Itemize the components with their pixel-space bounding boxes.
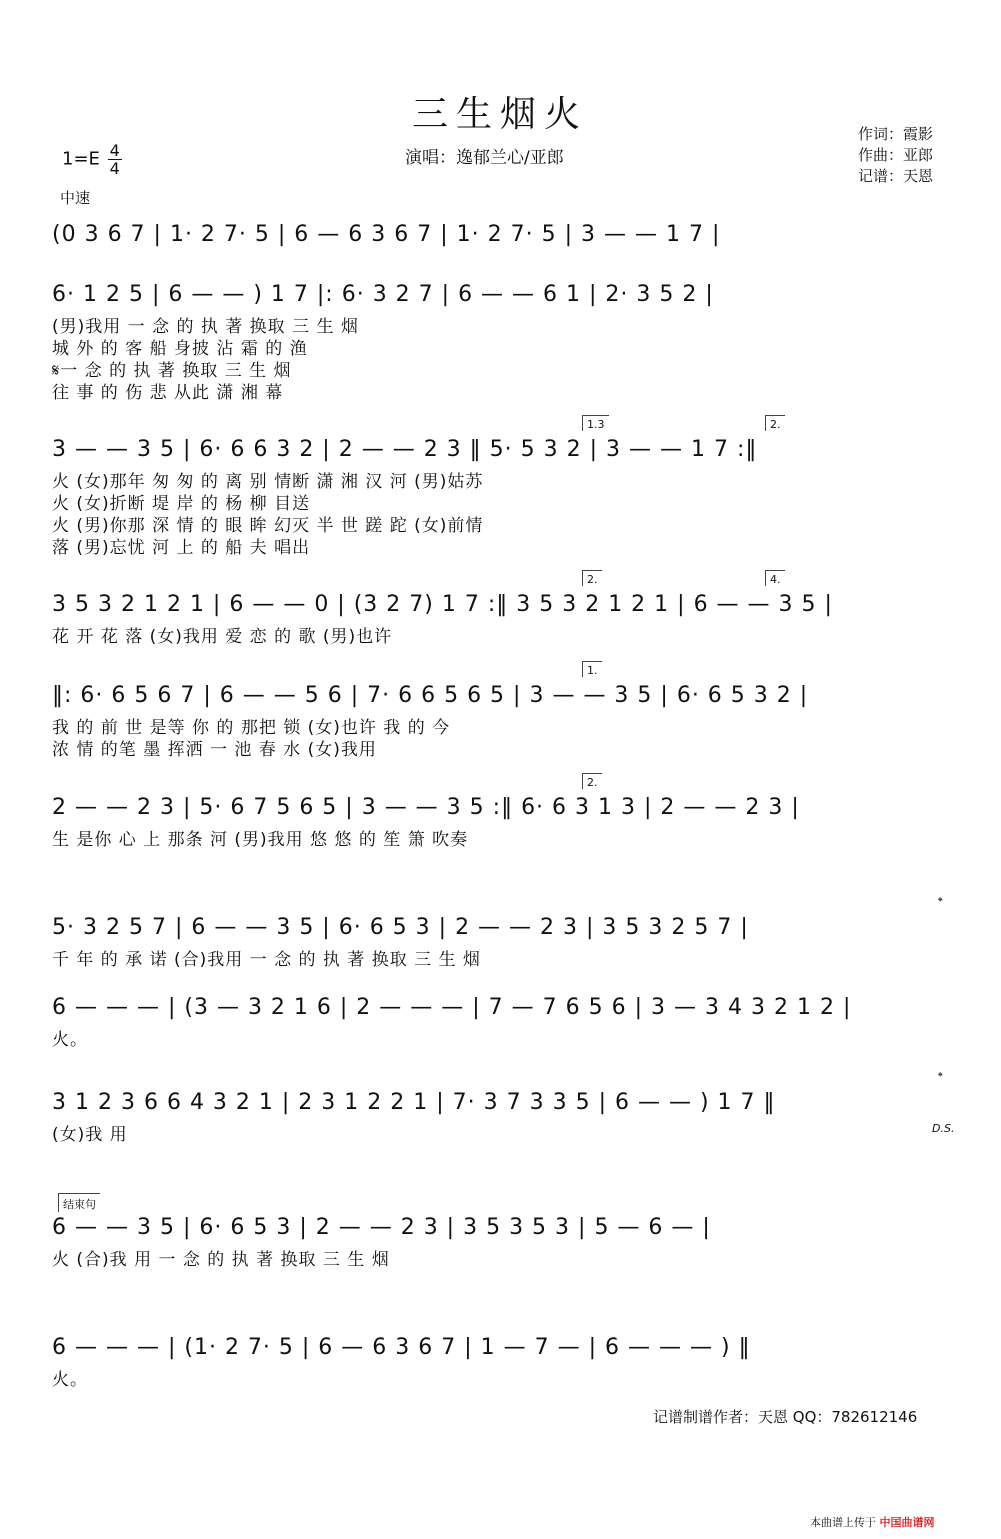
volta-bracket: 4. <box>765 570 785 586</box>
notation-row-9: 3 1 2 3 6 6 4 3 2 1 | 2 3 1 2 2 1 | 7· 3 7 3 3 5 | 6 — — ) 1 7 ‖ <box>52 1090 776 1115</box>
volta-bracket: 2. <box>765 415 785 431</box>
lyric-line: 火 (女)折断 堤 岸 的 杨 柳 目送 <box>52 494 311 514</box>
lyric-line: 火 (男)你那 深 情 的 眼 眸 幻灭 半 世 蹉 跎 (女)前情 <box>52 516 484 536</box>
singers-credit: 演唱：逸郁兰心/亚郎 <box>405 148 564 168</box>
volta-bracket: 1.3 <box>582 415 609 431</box>
volta-bracket: 1. <box>582 661 602 677</box>
notation-row-5: ‖: 6· 6 5 6 7 | 6 — — 5 6 | 7· 6 6 5 6 5 | 3 — — 3 5 | 6· 6 5 3 2 | <box>52 683 809 708</box>
lyric-line: 火。 <box>52 1030 88 1050</box>
dal-segno-mark: D.S. <box>932 1122 955 1135</box>
lyric-line: 火。 <box>52 1370 88 1390</box>
notation-row-4: 3 5 3 2 1 2 1 | 6 — — 0 | (3 2 7) 1 7 :‖ 3 5 3 2 1 2 1 | 6 — — 3 5 | <box>52 592 833 617</box>
transcriber-credit: 记谱：天恩 <box>858 167 934 185</box>
time-top: 4 <box>109 141 120 160</box>
notation-row-10: 6 — — 3 5 | 6· 6 5 3 | 2 — — 2 3 | 3 5 3 5 3 | 5 — 6 — | <box>52 1215 711 1240</box>
lyric-line: (男)我用 一 念 的 执 著 换取 三 生 烟 <box>52 317 359 337</box>
notation-row-6: 2 — — 2 3 | 5· 6 7 5 6 5 | 3 — — 3 5 :‖ 6· 6 3 1 3 | 2 — — 2 3 | <box>52 795 800 820</box>
credit-footer: 记谱制谱作者：天恩 QQ：782612146 <box>653 1408 918 1426</box>
lyric-line: 往 事 的 伤 悲 从此 潇 湘 幕 <box>52 383 284 403</box>
lyric-line: 生 是你 心 上 那条 河 (男)我用 悠 悠 的 笙 箫 吹奏 <box>52 830 469 850</box>
notation-row-7: 5· 3 2 5 7 | 6 — — 3 5 | 6· 6 5 3 | 2 — — 2 3 | 3 5 3 2 5 7 | <box>52 915 749 940</box>
time-bottom: 4 <box>109 159 120 178</box>
lyric-line: 花 开 花 落 (女)我用 爱 恋 的 歌 (男)也许 <box>52 627 393 647</box>
coda-icon: 𝄌 <box>938 1070 943 1085</box>
key-signature <box>62 142 122 177</box>
upload-prefix: 本曲谱上传于 <box>810 1516 876 1529</box>
time-signature <box>108 142 122 177</box>
notation-row-11: 6 — — — | (1· 2 7· 5 | 6 — 6 3 6 7 | 1 — 7 — | 6 — — — ) ‖ <box>52 1335 751 1360</box>
lyric-line: 千 年 的 承 诺 (合)我用 一 念 的 执 著 换取 三 生 烟 <box>52 950 481 970</box>
lyric-line: 浓 情 的笔 墨 挥洒 一 池 春 水 (女)我用 <box>52 740 377 760</box>
volta-bracket: 结束句 <box>58 1193 100 1212</box>
lyric-line: 火 (合)我 用 一 念 的 执 著 换取 三 生 烟 <box>52 1250 390 1270</box>
lyric-line: (女)我 用 <box>52 1125 128 1145</box>
lyric-line: 火 (女)那年 匆 匆 的 离 别 情断 潇 湘 汉 河 (男)姑苏 <box>52 472 484 492</box>
lyric-line: 𝄋一 念 的 执 著 换取 三 生 烟 <box>52 361 292 381</box>
notation-row-8: 6 — — — | (3 — 3 2 1 6 | 2 — — — | 7 — 7 6 5 6 | 3 — 3 4 3 2 1 2 | <box>52 995 852 1020</box>
lyric-line: 落 (男)忘忧 河 上 的 船 夫 唱出 <box>52 538 311 558</box>
song-title: 三生烟火 <box>412 94 589 135</box>
notation-row-3: 3 — — 3 5 | 6· 6 6 3 2 | 2 — — 2 3 ‖ 5· 5 3 2 | 3 — — 1 7 :‖ <box>52 437 758 462</box>
credits-block <box>858 124 933 187</box>
lyric-line: 城 外 的 客 船 身披 沾 霜 的 渔 <box>52 339 308 359</box>
tempo-mark: 中速 <box>60 189 91 207</box>
volta-bracket: 2. <box>582 773 602 789</box>
site-logo: 中国曲谱网 <box>879 1516 935 1529</box>
coda-icon: 𝄌 <box>938 895 943 910</box>
volta-bracket: 2. <box>582 570 602 586</box>
composer-credit: 作曲：亚郎 <box>858 146 934 164</box>
lyric-line: 我 的 前 世 是等 你 的 那把 锁 (女)也许 我 的 今 <box>52 718 451 738</box>
notation-row-1: (0 3 6 7 | 1· 2 7· 5 | 6 — 6 3 6 7 | 1· 2 7· 5 | 3 — — 1 7 | <box>52 222 721 247</box>
lyricist-credit: 作词：霞影 <box>858 125 934 143</box>
key-label: 1=E <box>62 148 100 170</box>
notation-row-2: 6· 1 2 5 | 6 — — ) 1 7 |: 6· 3 2 7 | 6 — — 6 1 | 2· 3 5 2 | <box>52 282 714 307</box>
upload-footer <box>810 1514 935 1530</box>
